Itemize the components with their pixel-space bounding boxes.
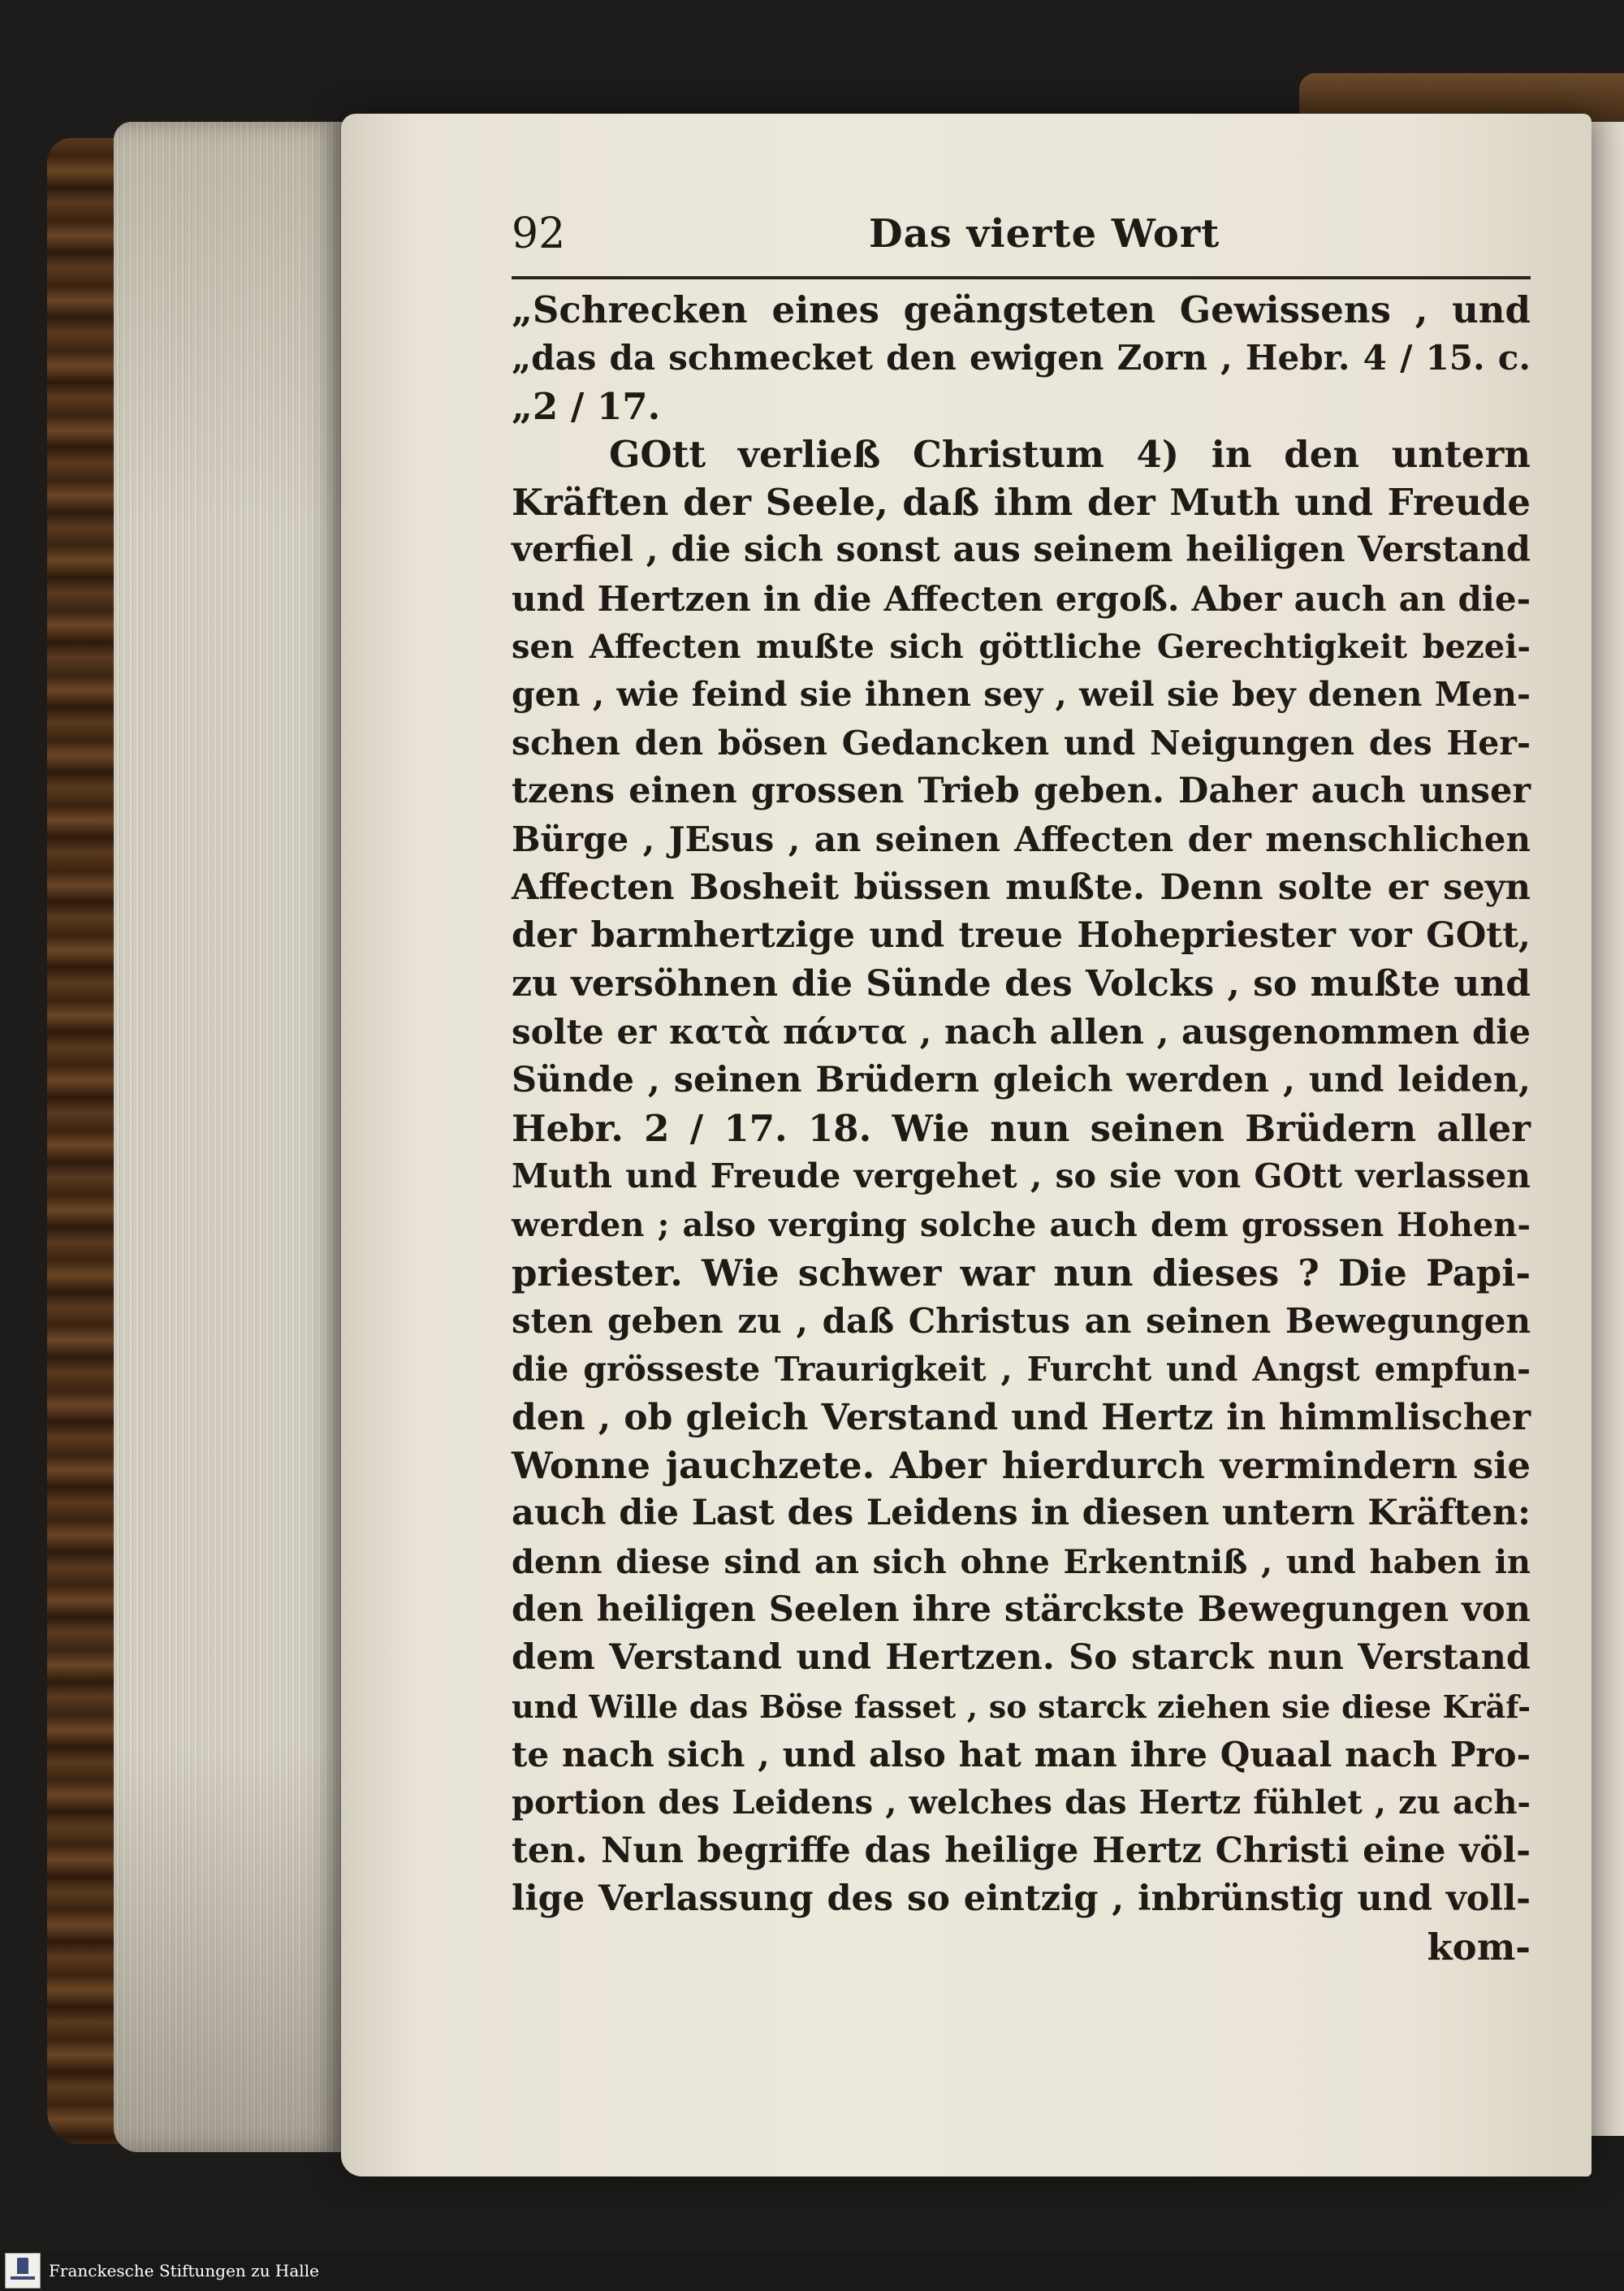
institution-logo-icon [5, 2253, 41, 2289]
text-line: und Hertzen in die Affecten ergoß. Aber auch an die- [512, 578, 1531, 619]
text-line: Hebr. 2 / 17. 18. Wie nun seinen Brüdern aller [512, 1107, 1531, 1151]
text-line: Wonne jauchzete. Aber hierdurch vermindern sie [512, 1444, 1531, 1488]
text-line: Muth und Freude vergehet , so sie von GOtt verlassen [512, 1156, 1531, 1196]
running-head: Das vierte Wort [869, 211, 1220, 257]
text-line: Affecten Bosheit büssen mußte. Denn solte er seyn [512, 867, 1531, 908]
text-line: die grösseste Traurigkeit , Furcht und Angst empfun- [512, 1349, 1531, 1389]
text-line: Bürge , JEsus , an seinen Affecten der menschlichen [512, 819, 1531, 860]
text-line: „Schrecken eines geängsteten Gewissens , und [512, 288, 1531, 331]
text-line: zu versöhnen die Sünde des Volcks , so mußte und [512, 963, 1531, 1005]
text-line: tzens einen grossen Trieb geben. Daher auch unser [512, 770, 1531, 811]
page-header [512, 210, 1531, 270]
header-rule [512, 276, 1531, 279]
text-line: lige Verlassung des so eintzig , inbrünstig und voll- [512, 1878, 1531, 1919]
text-line: te nach sich , und also hat man ihre Quaal nach Pro- [512, 1734, 1531, 1774]
text-line: „2 / 17. [512, 384, 661, 428]
text-line: den heiligen Seelen ihre stärckste Bewegungen von [512, 1589, 1531, 1631]
institution-credit: Franckesche Stiftungen zu Halle [49, 2261, 319, 2280]
text-line: schen den bösen Gedancken und Neigungen des Her- [512, 723, 1531, 763]
text-line: der barmhertzige und treue Hohepriester vor GOtt, [512, 914, 1531, 956]
text-line: portion des Leidens , welches das Hertz fühlet , zu ach- [512, 1783, 1531, 1822]
page-number: 92 [512, 210, 566, 258]
text-line: sen Affecten mußte sich göttliche Gerechtigkeit bezei- [512, 628, 1531, 667]
text-line: Sünde , seinen Brüdern gleich werden , und leiden, [512, 1059, 1531, 1100]
text-line: „das da schmecket den ewigen Zorn , Hebr. 4 / 15. c. [512, 338, 1531, 378]
text-line: werden ; also verging solche auch dem grossen Hohen- [512, 1205, 1531, 1244]
text-line: solte er κατὰ πάντα , nach allen , ausgenommen die [512, 1012, 1531, 1053]
text-line: dem Verstand und Hertzen. So starck nun Verstand [512, 1637, 1531, 1679]
text-line: und Wille das Böse fasset , so starck ziehen sie diese Kräf- [512, 1688, 1531, 1725]
body-text [512, 286, 1531, 1971]
text-line: gen , wie feind sie ihnen sey , weil sie bey denen Men- [512, 675, 1531, 715]
catchword: kom- [1427, 1926, 1531, 1969]
text-line: Kräften der Seele, daß ihm der Muth und Freude [512, 481, 1531, 525]
text-line: denn diese sind an sich ohne Erkentniß , und haben in [512, 1542, 1531, 1581]
text-line: priester. Wie schwer war nun dieses ? Die Papi- [512, 1251, 1531, 1295]
text-line: auch die Last des Leidens in diesen untern Kräften: [512, 1493, 1531, 1534]
page-edges [114, 122, 349, 2152]
text-line: ten. Nun begriffe das heilige Hertz Christi eine völ- [512, 1830, 1531, 1871]
text-line: verfiel , die sich sonst aus seinem heiligen Verstand [512, 530, 1531, 571]
text-line: den , ob gleich Verstand und Hertz in himmlischer [512, 1396, 1531, 1438]
text-line: sten geben zu , daß Christus an seinen Bewegungen [512, 1301, 1531, 1342]
text-line: GOtt verließ Christum 4) in den untern [609, 432, 1531, 476]
